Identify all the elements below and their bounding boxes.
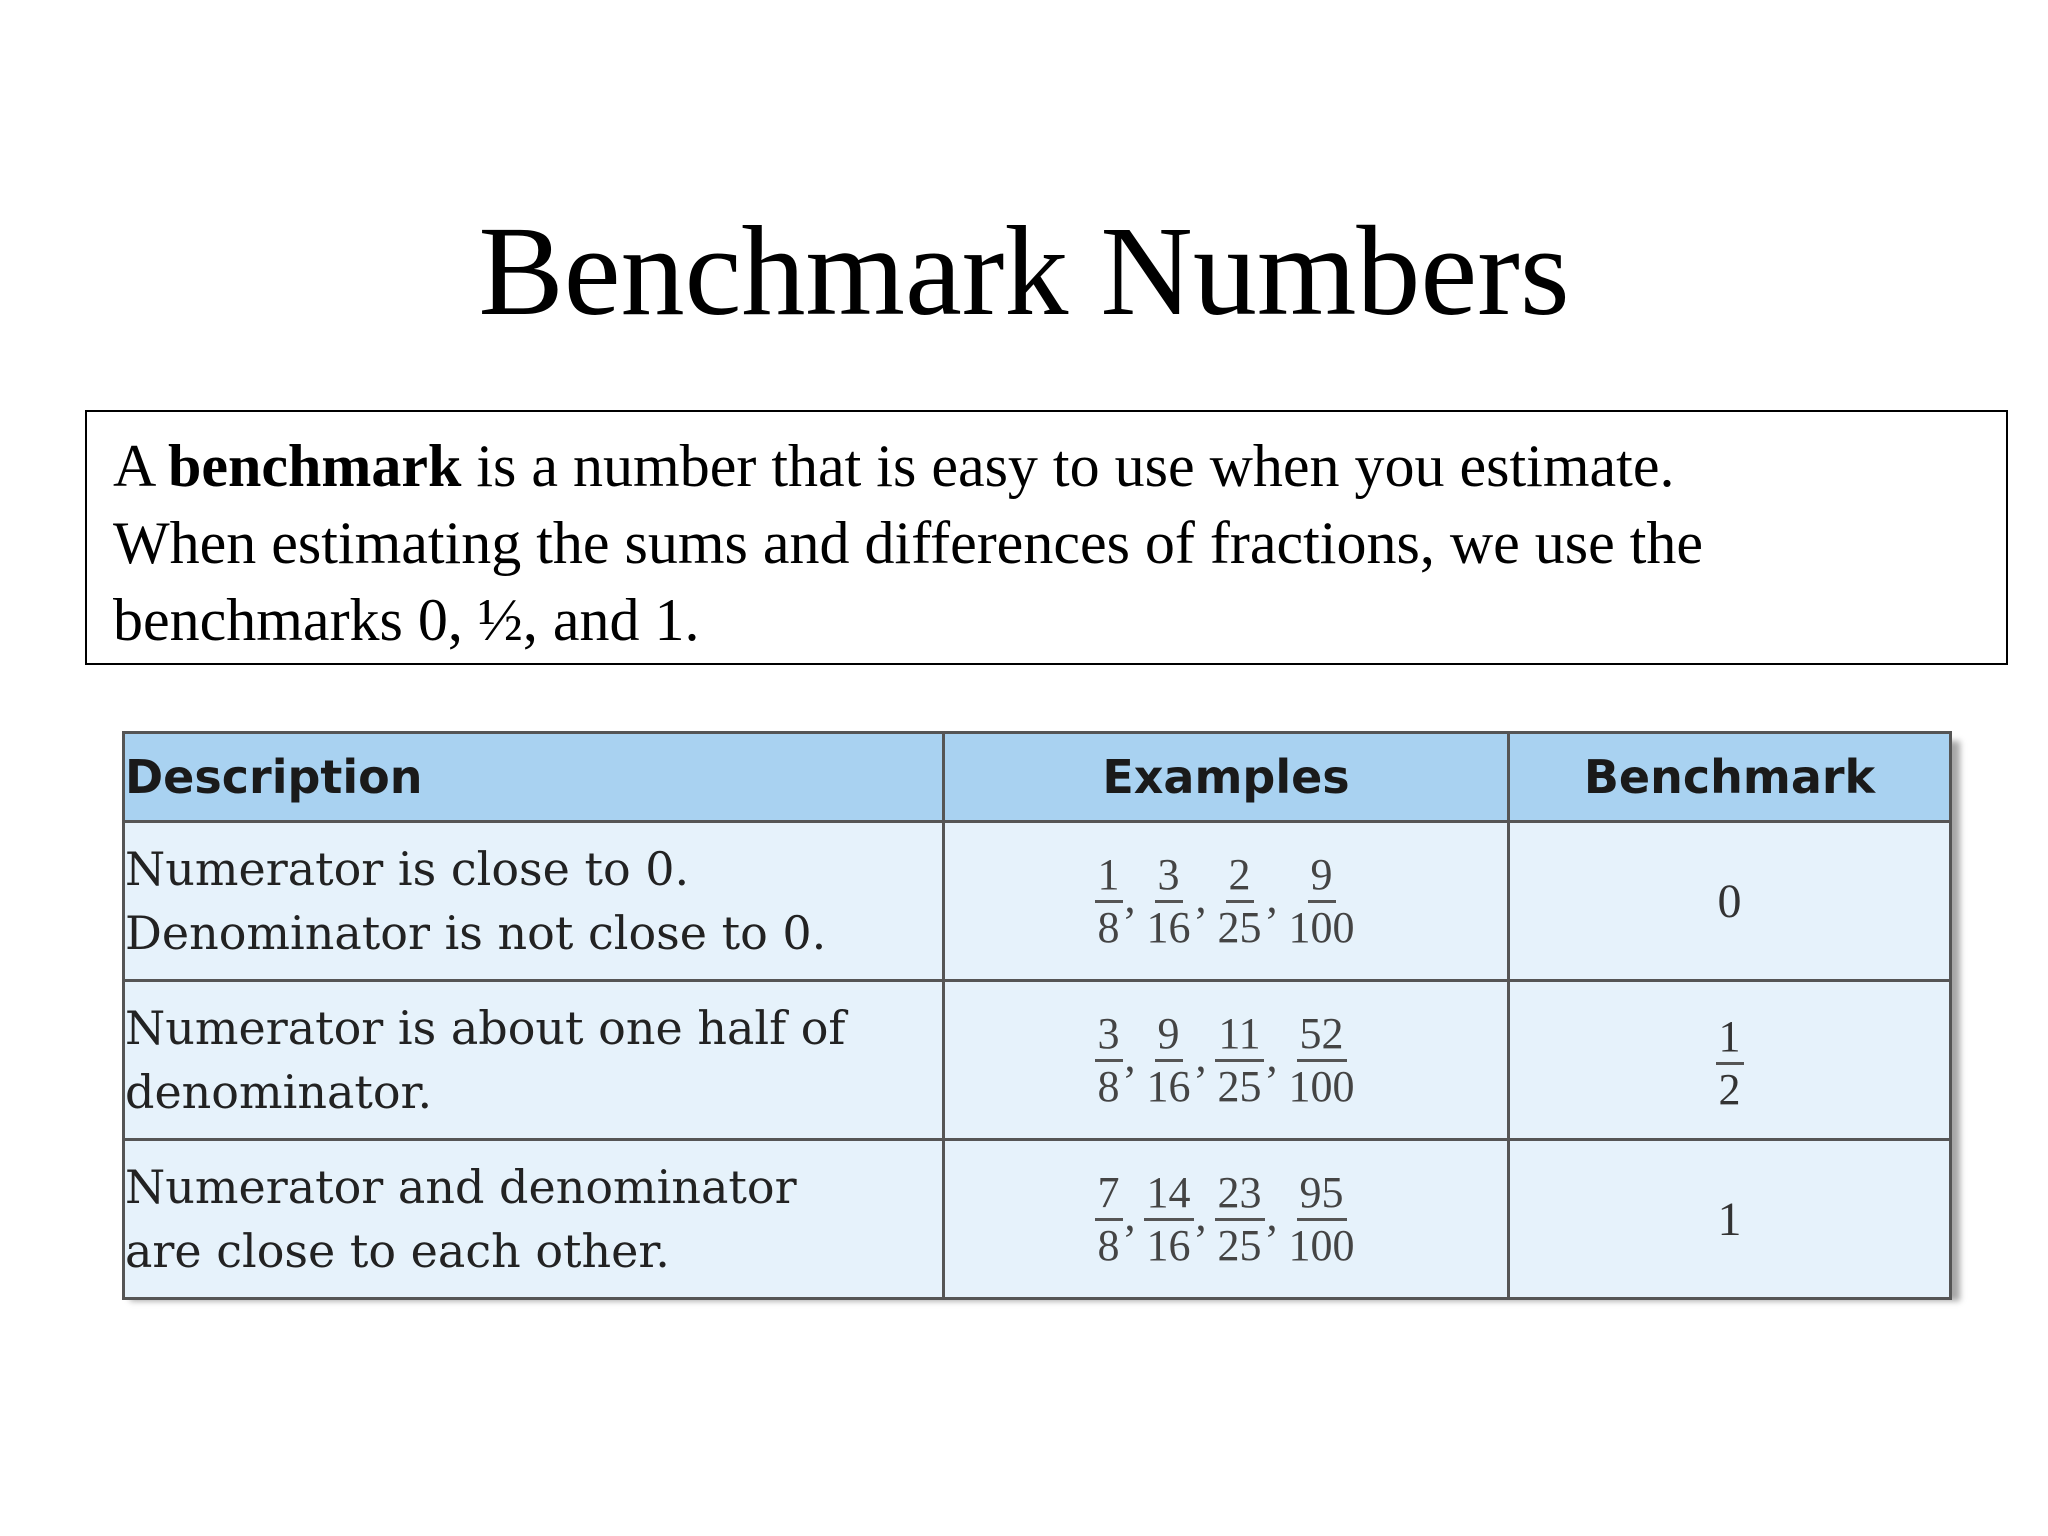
examples-cell: $\frac{1}{8}$ , $\frac{3}{16}$ , $\frac{2}{25}$ , $\frac{9}{100}$ <box>944 822 1509 981</box>
benchmark-cell: 0 <box>1509 822 1951 981</box>
benchmark-table <box>122 731 1952 1300</box>
benchmark-table-container <box>122 731 1952 1291</box>
fraction: $\frac{9}{16}$ <box>1146 1008 1191 1111</box>
fraction: $\frac{52}{100}$ <box>1288 1008 1355 1111</box>
description-cell: Numerator is close to 0. Denominator is not close to 0. <box>124 822 944 981</box>
fraction: $\frac{95}{100}$ <box>1288 1167 1355 1270</box>
table-row <box>124 981 1951 1140</box>
header-benchmark: Benchmark <box>1509 733 1951 822</box>
page-title: Benchmark Numbers <box>478 200 1570 342</box>
header-examples: Examples <box>944 733 1509 822</box>
fraction: $\frac{7}{8}$ <box>1095 1170 1123 1269</box>
definition-term: benchmark <box>168 433 462 499</box>
description-cell: Numerator is about one half of denominator. <box>124 981 944 1140</box>
benchmark-cell <box>1509 981 1951 1140</box>
fraction: $\frac{23}{25}$ <box>1215 1170 1265 1269</box>
definition-box <box>85 410 2008 665</box>
definition-line-2: When estimating the sums and differences of fractions, we use the <box>113 510 1704 576</box>
table-row <box>124 822 1951 981</box>
fraction: $\frac{11}{25}$ <box>1215 1011 1265 1110</box>
fraction: $\frac{2}{25}$ <box>1217 849 1262 952</box>
benchmark-cell: 1 <box>1509 1140 1951 1299</box>
fraction: $\frac{3}{16}$ <box>1146 849 1191 952</box>
definition-line-1: A benchmark is a number that is easy to use when you estimate. <box>113 433 1675 499</box>
fraction: $\frac{14}{16}$ <box>1144 1170 1194 1269</box>
fraction: $\frac{9}{100}$ <box>1288 849 1355 952</box>
table-row <box>124 1140 1951 1299</box>
description-cell: Numerator and denominator are close to each other. <box>124 1140 944 1299</box>
definition-line-3: benchmarks 0, ½, and 1. <box>113 587 700 653</box>
fraction: $\frac{3}{8}$ <box>1095 1011 1123 1110</box>
header-description: Description <box>124 733 944 822</box>
benchmark-fraction: $\frac{1}{2}$ <box>1716 1014 1744 1113</box>
examples-cell: $\frac{7}{8}$ , $\frac{14}{16}$ , $\frac{23}{25}$ , $\frac{95}{100}$ <box>944 1140 1509 1299</box>
table-header-row <box>124 733 1951 822</box>
fraction: $\frac{1}{8}$ <box>1095 852 1123 951</box>
examples-cell: $\frac{3}{8}$ , $\frac{9}{16}$ , $\frac{11}{25}$ , $\frac{52}{100}$ <box>944 981 1509 1140</box>
